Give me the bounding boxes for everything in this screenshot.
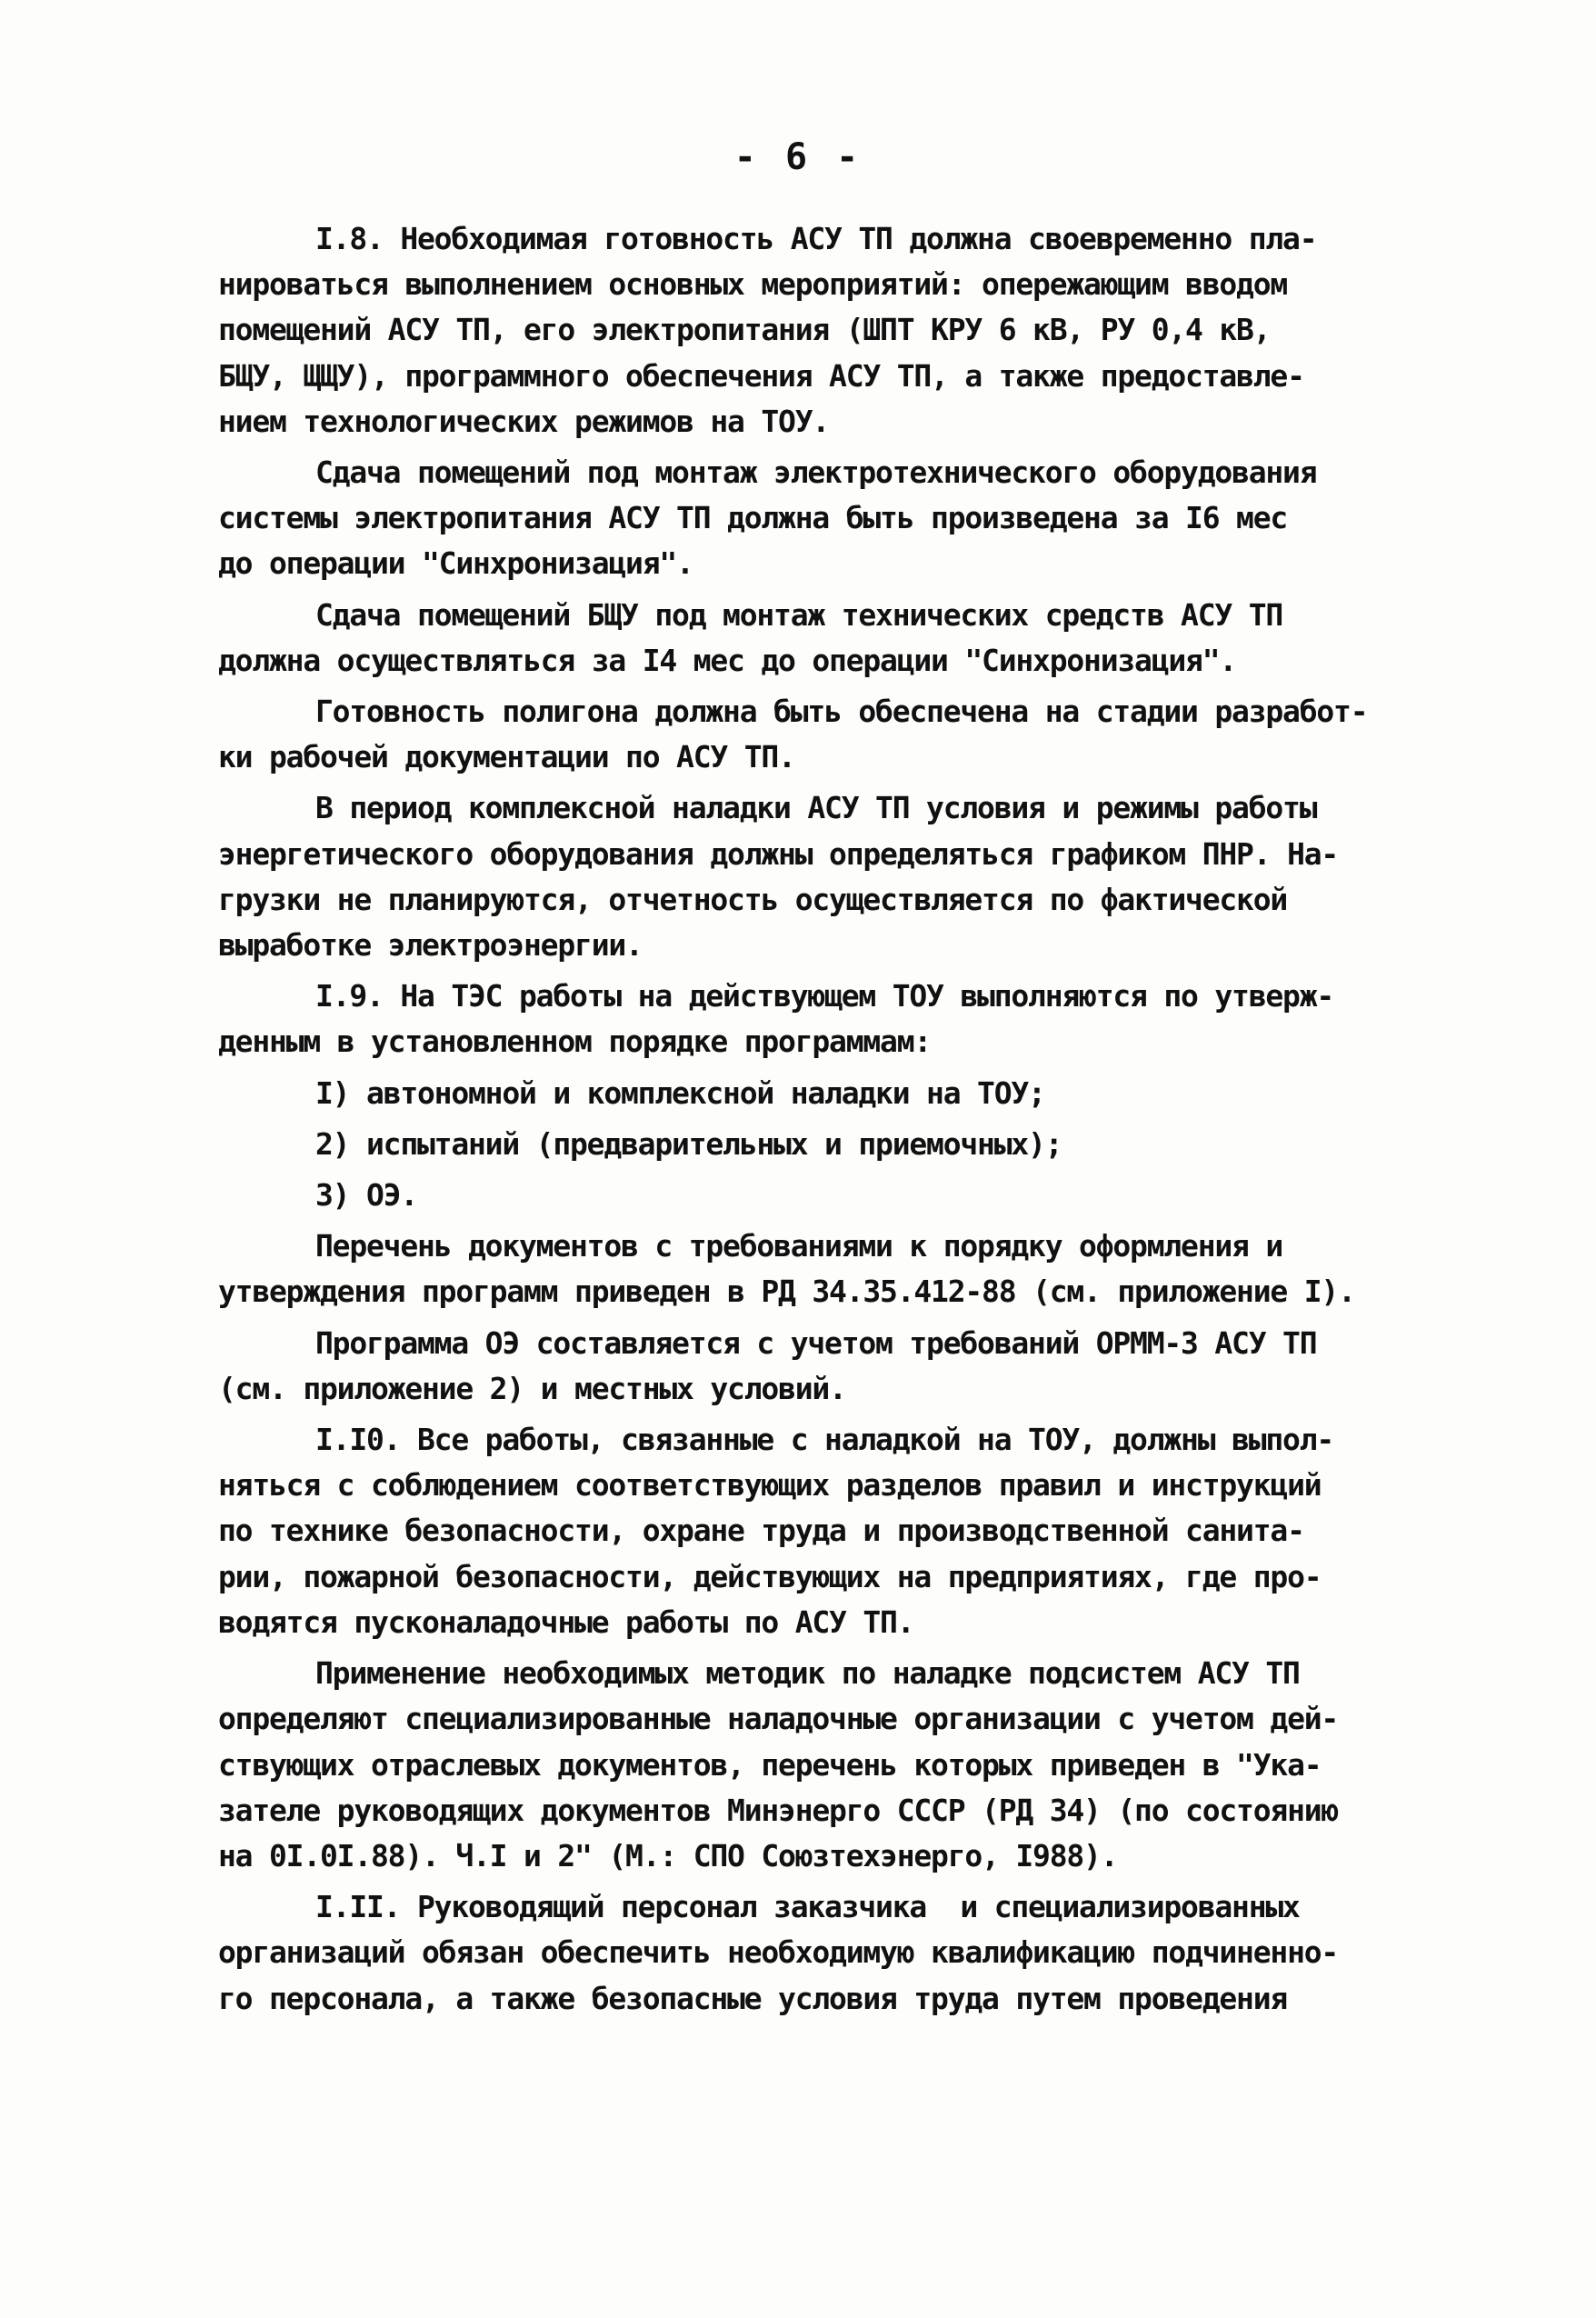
- text-line: ки рабочей документации по АСУ ТП.: [218, 739, 795, 775]
- document-body: [218, 216, 1436, 2022]
- text-line: помещений АСУ ТП, его электропитания (ШПТ КРУ 6 кВ, РУ 0,4 кВ,: [218, 312, 1271, 348]
- text-line: I.9. На ТЭС работы на действующем ТОУ выполняются по утверж-: [315, 978, 1334, 1014]
- text-line: грузки не планируются, отчетность осуществляется по фактической: [218, 881, 1288, 917]
- text-line: I.I0. Все работы, связанные с наладкой на ТОУ, должны выпол-: [315, 1422, 1334, 1458]
- text-line: нием технологических режимов на ТОУ.: [218, 403, 830, 439]
- text-line: зателе руководящих документов Минэнерго СССР (РД 34) (по состоянию: [218, 1792, 1339, 1828]
- text-line: Сдача помещений БЩУ под монтаж технических средств АСУ ТП: [315, 596, 1283, 633]
- text-line: I.8. Необходимая готовность АСУ ТП должна своевременно пла-: [315, 221, 1317, 256]
- text-line: должна осуществляться за I4 мес до операции "Синхронизация".: [218, 642, 1237, 678]
- text-line: определяют специализированные наладочные организации с учетом дей-: [218, 1701, 1339, 1737]
- text-line: утверждения программ приведен в РД 34.35.412-88 (см. приложение I).: [218, 1274, 1355, 1310]
- text-line: водятся пусконаладочные работы по АСУ ТП.: [218, 1604, 914, 1640]
- text-line: БЩУ, ЩЩУ), программного обеспечения АСУ ТП, а также предоставле-: [218, 357, 1304, 394]
- text-line: организаций обязан обеспечить необходимую квалификацию подчиненно-: [218, 1934, 1339, 1971]
- text-line: 3) ОЭ.: [315, 1177, 418, 1214]
- text-line: няться с соблюдением соответствующих разделов правил и инструкций: [218, 1467, 1322, 1504]
- page-number: - 6 -: [733, 136, 863, 178]
- text-line: го персонала, а также безопасные условия труда путем проведения: [218, 1980, 1288, 2016]
- text-line: I) автономной и комплексной наладки на ТОУ;: [315, 1074, 1045, 1111]
- text-line: (см. приложение 2) и местных условий.: [218, 1370, 846, 1406]
- text-line: до операции "Синхронизация".: [218, 545, 693, 582]
- text-line: системы электропитания АСУ ТП должна быть произведена за I6 мес: [218, 500, 1288, 536]
- text-line: энергетического оборудования должны определяться графиком ПНР. На-: [218, 835, 1339, 872]
- text-line: денным в установленном порядке программам:: [218, 1024, 932, 1060]
- text-line: Перечень документов с требованиями к порядку оформления и: [315, 1228, 1283, 1264]
- text-line: на 0I.0I.88). Ч.I и 2" (М.: СПО Союзтехэнерго, I988).: [218, 1837, 1118, 1873]
- text-line: I.II. Руководящий персонал заказчика и специализированных: [315, 1889, 1300, 1925]
- text-line: Программа ОЭ составляется с учетом требований ОРММ-3 АСУ ТП: [315, 1324, 1317, 1361]
- text-line: Применение необходимых методик по наладке подсистем АСУ ТП: [315, 1655, 1300, 1692]
- text-line: Готовность полигона должна быть обеспечена на стадии разработ-: [315, 694, 1368, 730]
- text-line: выработке электроэнергии.: [218, 927, 643, 964]
- text-line: по технике безопасности, охране труда и производственной санита-: [218, 1513, 1304, 1549]
- text-line: Сдача помещений под монтаж электротехнического оборудования: [315, 455, 1317, 491]
- text-line: В период комплексной наладки АСУ ТП условия и режимы работы: [315, 790, 1317, 826]
- text-line: ствующих отраслевых документов, перечень которых приведен в "Ука-: [218, 1746, 1322, 1783]
- text-line: рии, пожарной безопасности, действующих на предприятиях, где про-: [218, 1558, 1322, 1594]
- text-line: 2) испытаний (предварительных и приемочных);: [315, 1125, 1062, 1162]
- text-line: нироваться выполнением основных мероприятий: опережающим вводом: [218, 266, 1288, 303]
